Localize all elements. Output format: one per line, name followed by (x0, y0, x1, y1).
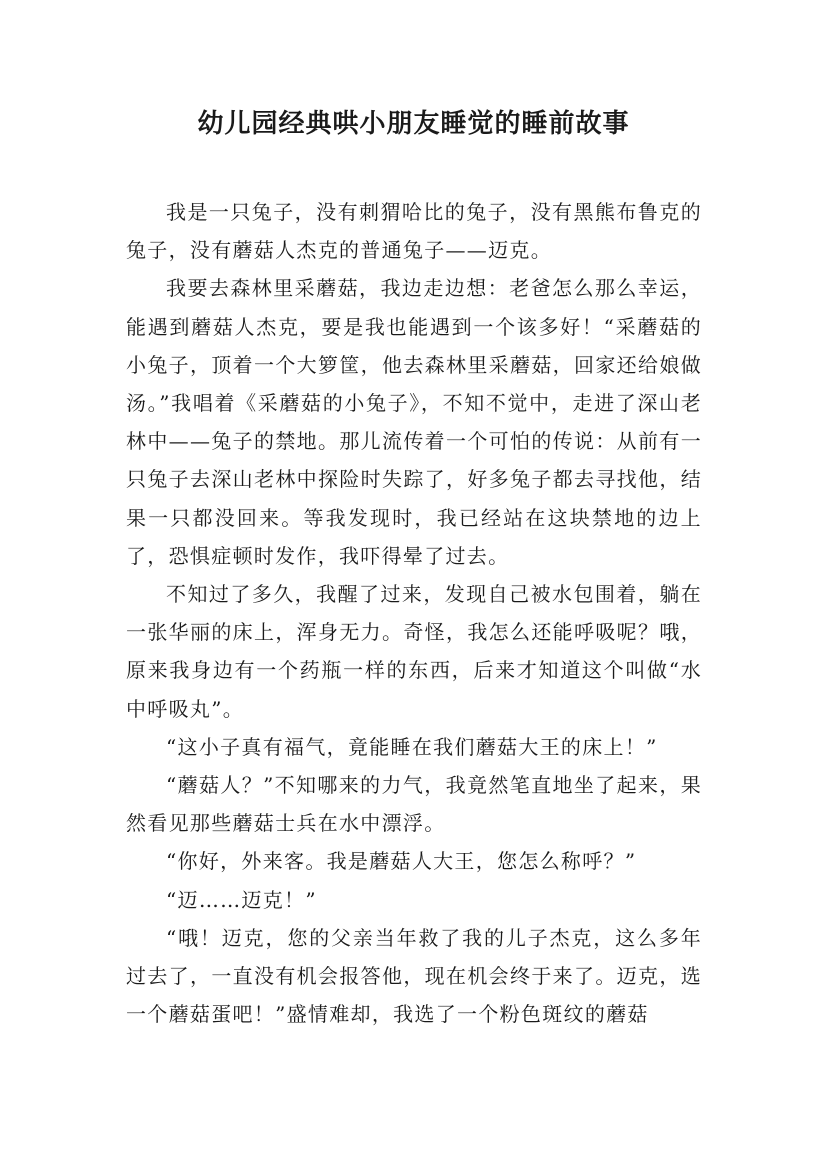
story-paragraph: 我是一只兔子，没有刺猬哈比的兔子，没有黑熊布鲁克的兔子，没有蘑菇人杰克的普通兔子——迈克。 (126, 200, 702, 263)
story-paragraph: 我要去森林里采蘑菇，我边走边想：老爸怎么那么幸运，能遇到蘑菇人杰克，要是我也能遇到一个该多好！“采蘑菇的小兔子，顶着一个大箩筐，他去森林里采蘑菇，回家还给娘做汤。”我唱着《采蘑菇的小兔子》，不知不觉中，走进了深山老林中——兔子的禁地。那儿流传着一个可怕的传说：从前有一只兔子去深山老林中探险时失踪了，好多兔子都去寻找他，结果一只都没回来。等我发现时，我已经站在这块禁地的边上了，恐惧症顿时发作，我吓得晕了过去。 (126, 276, 702, 568)
story-paragraph: “哦！迈克，您的父亲当年救了我的儿子杰克，这么多年过去了，一直没有机会报答他，现在机会终于来了。迈克，选一个蘑菇蛋吧！”盛情难却，我选了一个粉色斑纹的蘑菇 (126, 925, 702, 1027)
story-body (126, 193, 702, 1033)
story-paragraph: “蘑菇人？”不知哪来的力气，我竟然笔直地坐了起来，果然看见那些蘑菇士兵在水中漂浮。 (126, 773, 702, 836)
story-paragraph: “这小子真有福气，竟能睡在我们蘑菇大王的床上！” (166, 734, 658, 759)
story-paragraph: 不知过了多久，我醒了过来，发现自己被水包围着，躺在一张华丽的床上，浑身无力。奇怪，我怎么还能呼吸呢？哦，原来我身边有一个药瓶一样的东西，后来才知道这个叫做“水中呼吸丸”。 (126, 582, 702, 721)
story-paragraph: “你好，外来客。我是蘑菇人大王，您怎么称呼？” (166, 849, 637, 874)
story-paragraph: “迈……迈克！” (166, 887, 317, 912)
document-title: 幼儿园经典哄小朋友睡觉的睡前故事 (197, 109, 630, 139)
